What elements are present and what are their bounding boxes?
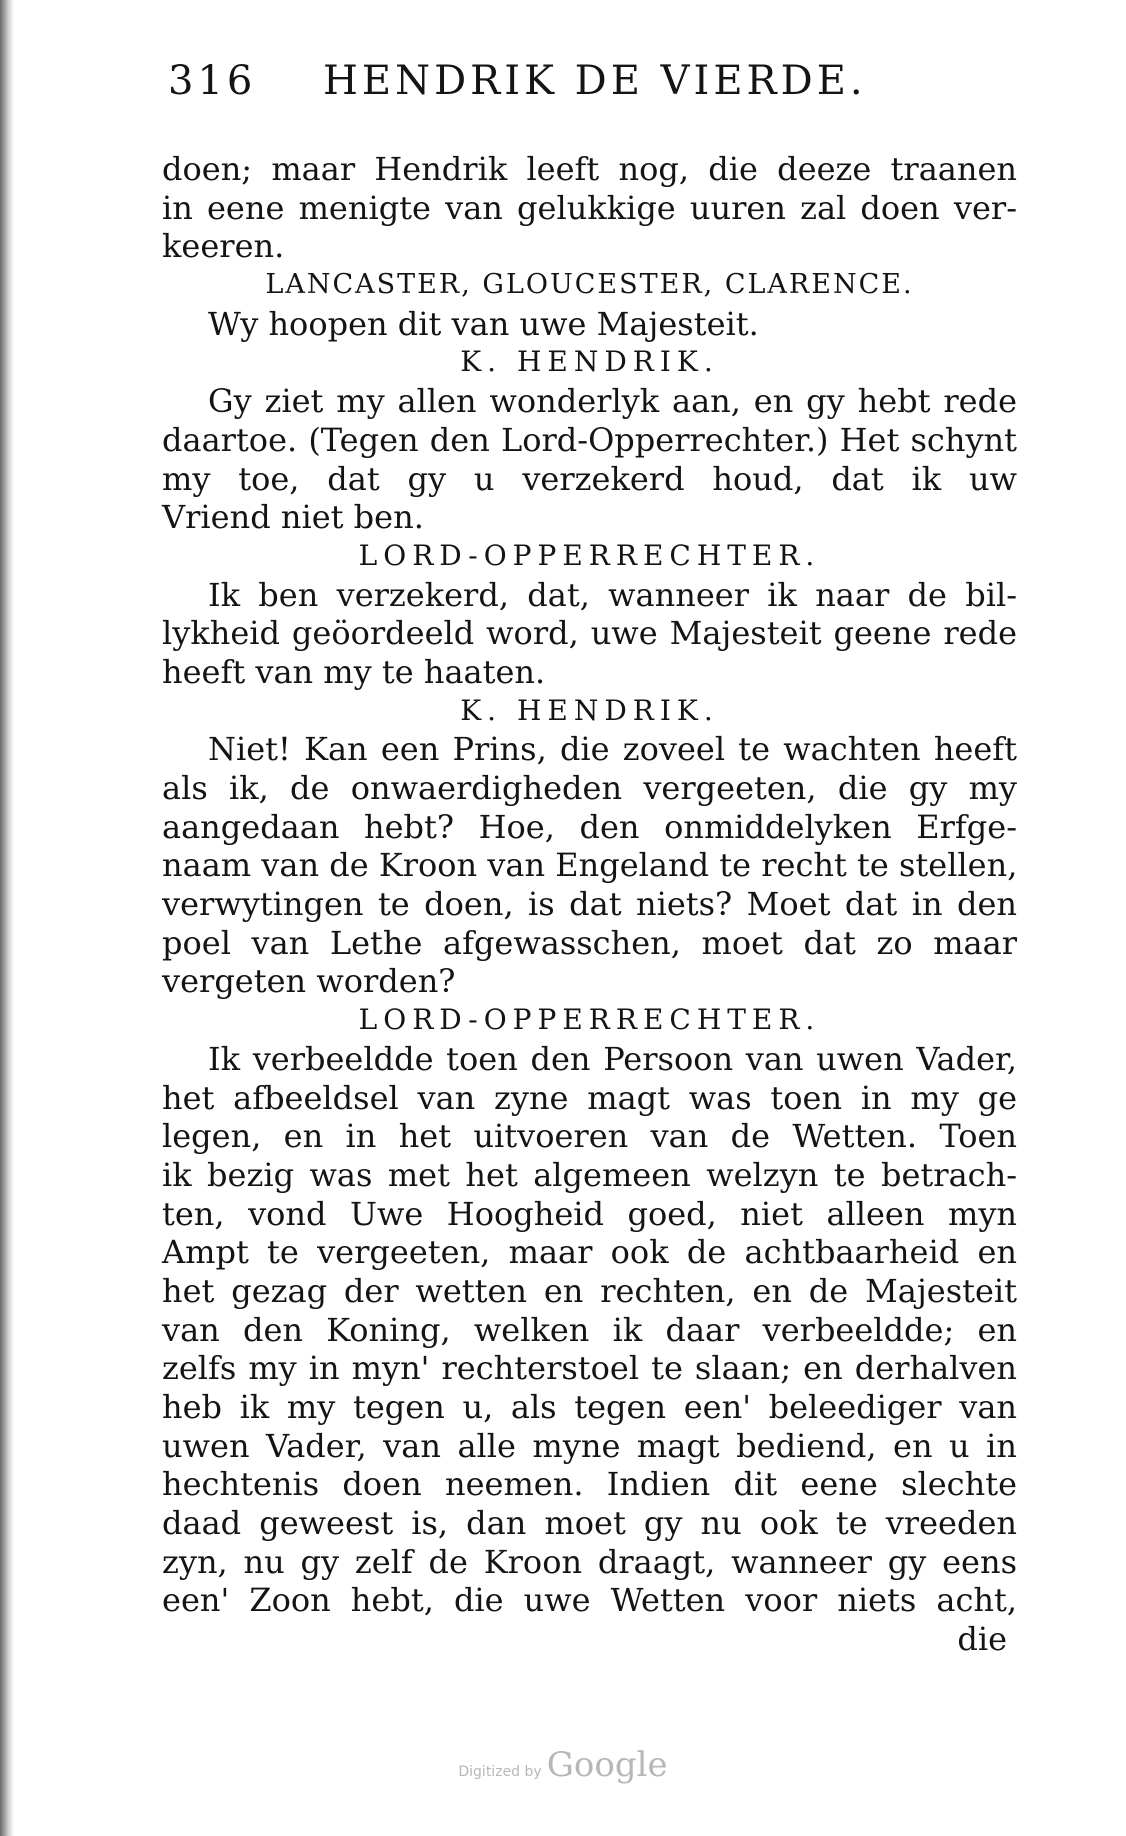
text-line: een' Zoon hebt, die uwe Wetten voor niets acht, <box>162 1581 1017 1620</box>
catchword: die <box>957 1620 1007 1659</box>
text-line: aangedaan hebt? Hoe, den onmiddelyken Erfge- <box>162 807 1017 846</box>
text-line: my toe, dat gy u verzekerd houd, dat ik uw <box>162 459 1017 498</box>
text-line: in eene menigte van gelukkige uuren zal doen ver- <box>162 188 1017 227</box>
text-line: Ik verbeeldde toen den Persoon van uwen Vader, <box>208 1039 1017 1078</box>
text-line: ten, vond Uwe Hoogheid goed, niet alleen myn <box>162 1194 1017 1233</box>
text-line: doen; maar Hendrik leeft nog, die deeze traanen <box>162 150 1017 188</box>
text-line: van den Koning, welken ik daar verbeeldde; en <box>162 1310 1017 1349</box>
text-line: uwen Vader, van alle myne magt bediend, en u in <box>162 1426 1017 1465</box>
text-line: Ik ben verzekerd, dat, wanneer ik naar de bil- <box>208 575 1017 614</box>
google-logo: Google <box>546 1745 668 1785</box>
text-line: Wy hoopen dit van uwe Majesteit. <box>208 304 759 343</box>
text-line: ik bezig was met het algemeen welzyn te betrach- <box>162 1155 1017 1194</box>
text-line: het afbeeldsel van zyne magt was toen in my ge <box>162 1078 1017 1117</box>
page-edge <box>0 0 14 1836</box>
text-line: heeft van my te haaten. <box>162 652 546 691</box>
text-line: legen, en in het uitvoeren van de Wetten. Toen <box>162 1117 1017 1156</box>
text-line: zelfs my in myn' rechterstoel te slaan; en derhalven <box>162 1349 1017 1388</box>
text-line: Vriend niet ben. <box>162 498 424 537</box>
speaker-heading: LANCASTER, GLOUCESTER, CLARENCE. <box>265 269 914 301</box>
page-number: 316 <box>168 58 257 104</box>
text-line: keeren. <box>162 227 285 266</box>
text-line: heb ik my tegen u, als tegen een' beleediger van <box>162 1388 1017 1426</box>
text-line: Gy ziet my allen wonderlyk aan, en gy hebt rede <box>208 382 1017 421</box>
text-line: hechtenis doen neemen. Indien dit eene slechte <box>162 1465 1017 1504</box>
text-line: poel van Lethe afgewasschen, moet dat zo maar <box>162 923 1017 962</box>
text-line: verwytingen te doen, is dat niets? Moet dat in den <box>162 885 1017 924</box>
text-line: Ampt te vergeeten, maar ook de achtbaarheid en <box>162 1233 1017 1272</box>
speaker-heading: K. HENDRIK. <box>460 345 719 379</box>
text-line: daad geweest is, dan moet gy nu ook te vreeden <box>162 1504 1017 1543</box>
text-line: als ik, de onwaerdigheden vergeeten, die gy my <box>162 769 1017 807</box>
running-head: HENDRIK DE VIERDE. <box>323 58 867 104</box>
text-line: naam van de Kroon van Engeland te recht te stellen, <box>162 846 1018 885</box>
digitized-by-label: Digitized by <box>458 1764 542 1780</box>
text-line: vergeten worden? <box>162 962 456 1001</box>
speaker-heading: LORD-OPPERRECHTER. <box>358 1003 821 1037</box>
speaker-heading: LORD-OPPERRECHTER. <box>358 538 821 572</box>
text-line: Niet! Kan een Prins, die zoveel te wachten heeft <box>208 730 1017 769</box>
speaker-heading: K. HENDRIK. <box>460 693 719 727</box>
text-line: lykheid geöordeeld word, uwe Majesteit geene rede <box>162 614 1017 653</box>
text-line: het gezag der wetten en rechten, en de Majesteit <box>162 1271 1017 1310</box>
digitized-watermark <box>0 1745 1126 1785</box>
text-line: zyn, nu gy zelf de Kroon draagt, wanneer gy eens <box>162 1542 1017 1581</box>
text-line: daartoe. (Tegen den Lord-Opperrechter.) Het schynt <box>162 420 1017 459</box>
page-header <box>168 58 1018 114</box>
body-text <box>162 150 1017 1659</box>
